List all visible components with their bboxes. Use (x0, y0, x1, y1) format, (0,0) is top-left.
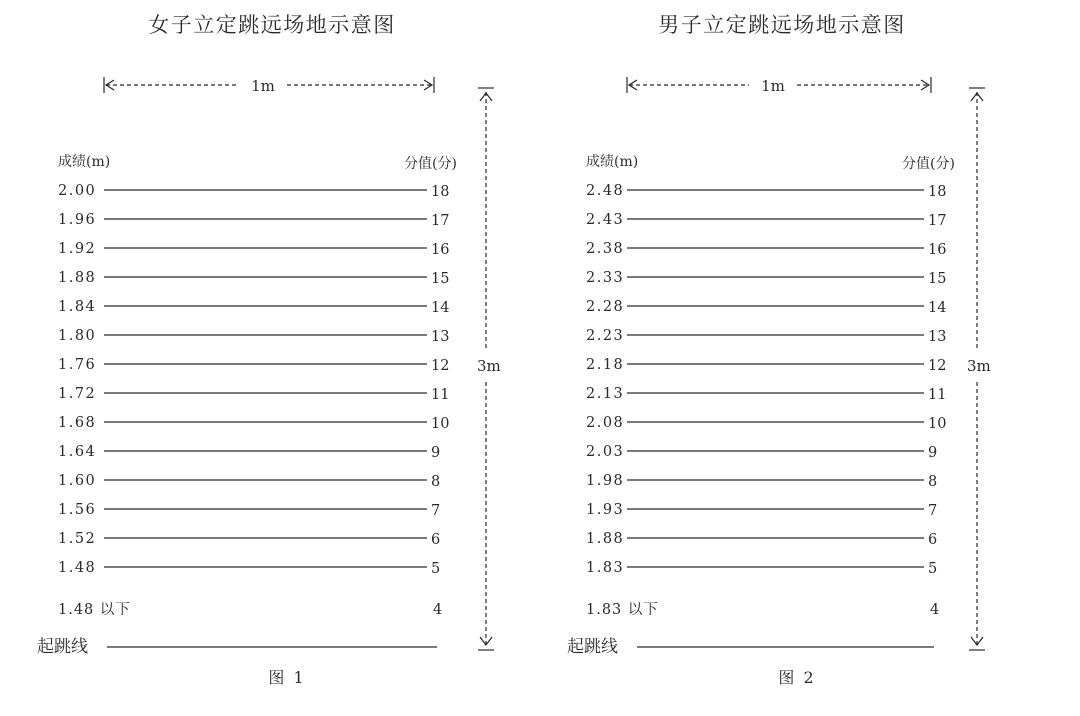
row-score: 1.93 (586, 502, 625, 518)
row-points: 15 (431, 271, 450, 287)
row-score: 2.13 (586, 386, 625, 402)
panel-2 (567, 13, 991, 687)
score-row (58, 328, 449, 345)
score-header: 成绩(m) (58, 154, 111, 170)
row-points: 15 (928, 271, 947, 287)
row-points: 13 (431, 329, 450, 345)
row-points: 11 (928, 387, 947, 403)
row-score: 1.52 (58, 531, 97, 547)
row-score: 1.92 (58, 241, 97, 257)
row-points: 5 (431, 561, 441, 577)
row-points: 18 (928, 184, 947, 200)
row-points: 13 (928, 329, 947, 345)
width-label: 1m (251, 77, 275, 95)
points-header: 分值(分) (404, 156, 457, 172)
score-row (586, 444, 937, 461)
score-row (586, 328, 946, 345)
score-row (586, 212, 946, 229)
score-row (58, 299, 449, 316)
row-score: 2.23 (586, 328, 625, 344)
row-score: 1.56 (58, 502, 97, 518)
panel-title: 男子立定跳远场地示意图 (658, 13, 906, 37)
row-score: 2.33 (586, 270, 625, 286)
panel-title: 女子立定跳远场地示意图 (148, 13, 396, 37)
row-score: 1.83 (586, 560, 625, 576)
row-score: 1.48 (58, 560, 97, 576)
row-points: 7 (928, 503, 938, 519)
below-label: 1.83 以下 (586, 602, 659, 618)
row-points: 11 (431, 387, 450, 403)
below-points: 4 (433, 602, 443, 618)
row-score: 1.80 (58, 328, 97, 344)
score-row (586, 357, 946, 374)
row-points: 9 (431, 445, 441, 461)
score-row (58, 560, 440, 577)
row-score: 1.84 (58, 299, 97, 315)
row-points: 17 (431, 213, 450, 229)
length-label: 3m (967, 357, 991, 375)
row-points: 5 (928, 561, 938, 577)
below-label: 1.48 以下 (58, 602, 131, 618)
panel-1 (37, 13, 501, 687)
row-score: 2.38 (586, 241, 625, 257)
score-row (58, 241, 449, 258)
row-score: 1.88 (586, 531, 625, 547)
row-points: 10 (928, 416, 947, 432)
row-score: 1.64 (58, 444, 97, 460)
score-row (586, 241, 946, 258)
takeoff-label: 起跳线 (37, 637, 88, 657)
row-points: 8 (928, 474, 938, 490)
score-row (586, 386, 946, 403)
row-points: 14 (928, 300, 947, 316)
row-points: 18 (431, 184, 450, 200)
row-points: 6 (431, 532, 441, 548)
length-label: 3m (477, 357, 501, 375)
below-points: 4 (930, 602, 940, 618)
row-points: 8 (431, 474, 441, 490)
row-points: 6 (928, 532, 938, 548)
row-score: 1.76 (58, 357, 97, 373)
row-score: 1.88 (58, 270, 97, 286)
row-score: 1.60 (58, 473, 97, 489)
row-points: 16 (431, 242, 450, 258)
score-row (586, 415, 946, 432)
row-score: 2.00 (58, 183, 97, 199)
row-score: 2.03 (586, 444, 625, 460)
points-header: 分值(分) (902, 156, 955, 172)
row-score: 2.48 (586, 183, 625, 199)
score-row (586, 270, 946, 287)
row-score: 1.68 (58, 415, 97, 431)
row-points: 12 (431, 358, 450, 374)
score-row (58, 473, 440, 490)
score-row (58, 357, 449, 374)
takeoff-label: 起跳线 (567, 637, 618, 657)
score-header: 成绩(m) (586, 154, 639, 170)
row-score: 1.96 (58, 212, 97, 228)
row-points: 17 (928, 213, 947, 229)
row-points: 14 (431, 300, 450, 316)
score-row (58, 270, 449, 287)
row-score: 2.08 (586, 415, 625, 431)
score-row (586, 183, 946, 200)
score-row (586, 473, 937, 490)
width-label: 1m (761, 77, 785, 95)
score-row (586, 560, 937, 577)
score-row (58, 502, 440, 519)
row-score: 1.72 (58, 386, 97, 402)
score-row (58, 212, 449, 229)
score-row (58, 386, 449, 403)
row-points: 12 (928, 358, 947, 374)
score-row (58, 531, 440, 548)
row-points: 9 (928, 445, 938, 461)
score-row (58, 444, 440, 461)
figure-caption: 图 1 (268, 668, 306, 687)
score-row (58, 415, 449, 432)
row-points: 10 (431, 416, 450, 432)
row-points: 7 (431, 503, 441, 519)
row-points: 16 (928, 242, 947, 258)
score-row (586, 531, 937, 548)
figure-caption: 图 2 (778, 668, 816, 687)
row-score: 2.18 (586, 357, 625, 373)
row-score: 2.43 (586, 212, 625, 228)
score-row (586, 299, 946, 316)
row-score: 1.98 (586, 473, 625, 489)
score-row (586, 502, 937, 519)
score-row (58, 183, 449, 200)
row-score: 2.28 (586, 299, 625, 315)
